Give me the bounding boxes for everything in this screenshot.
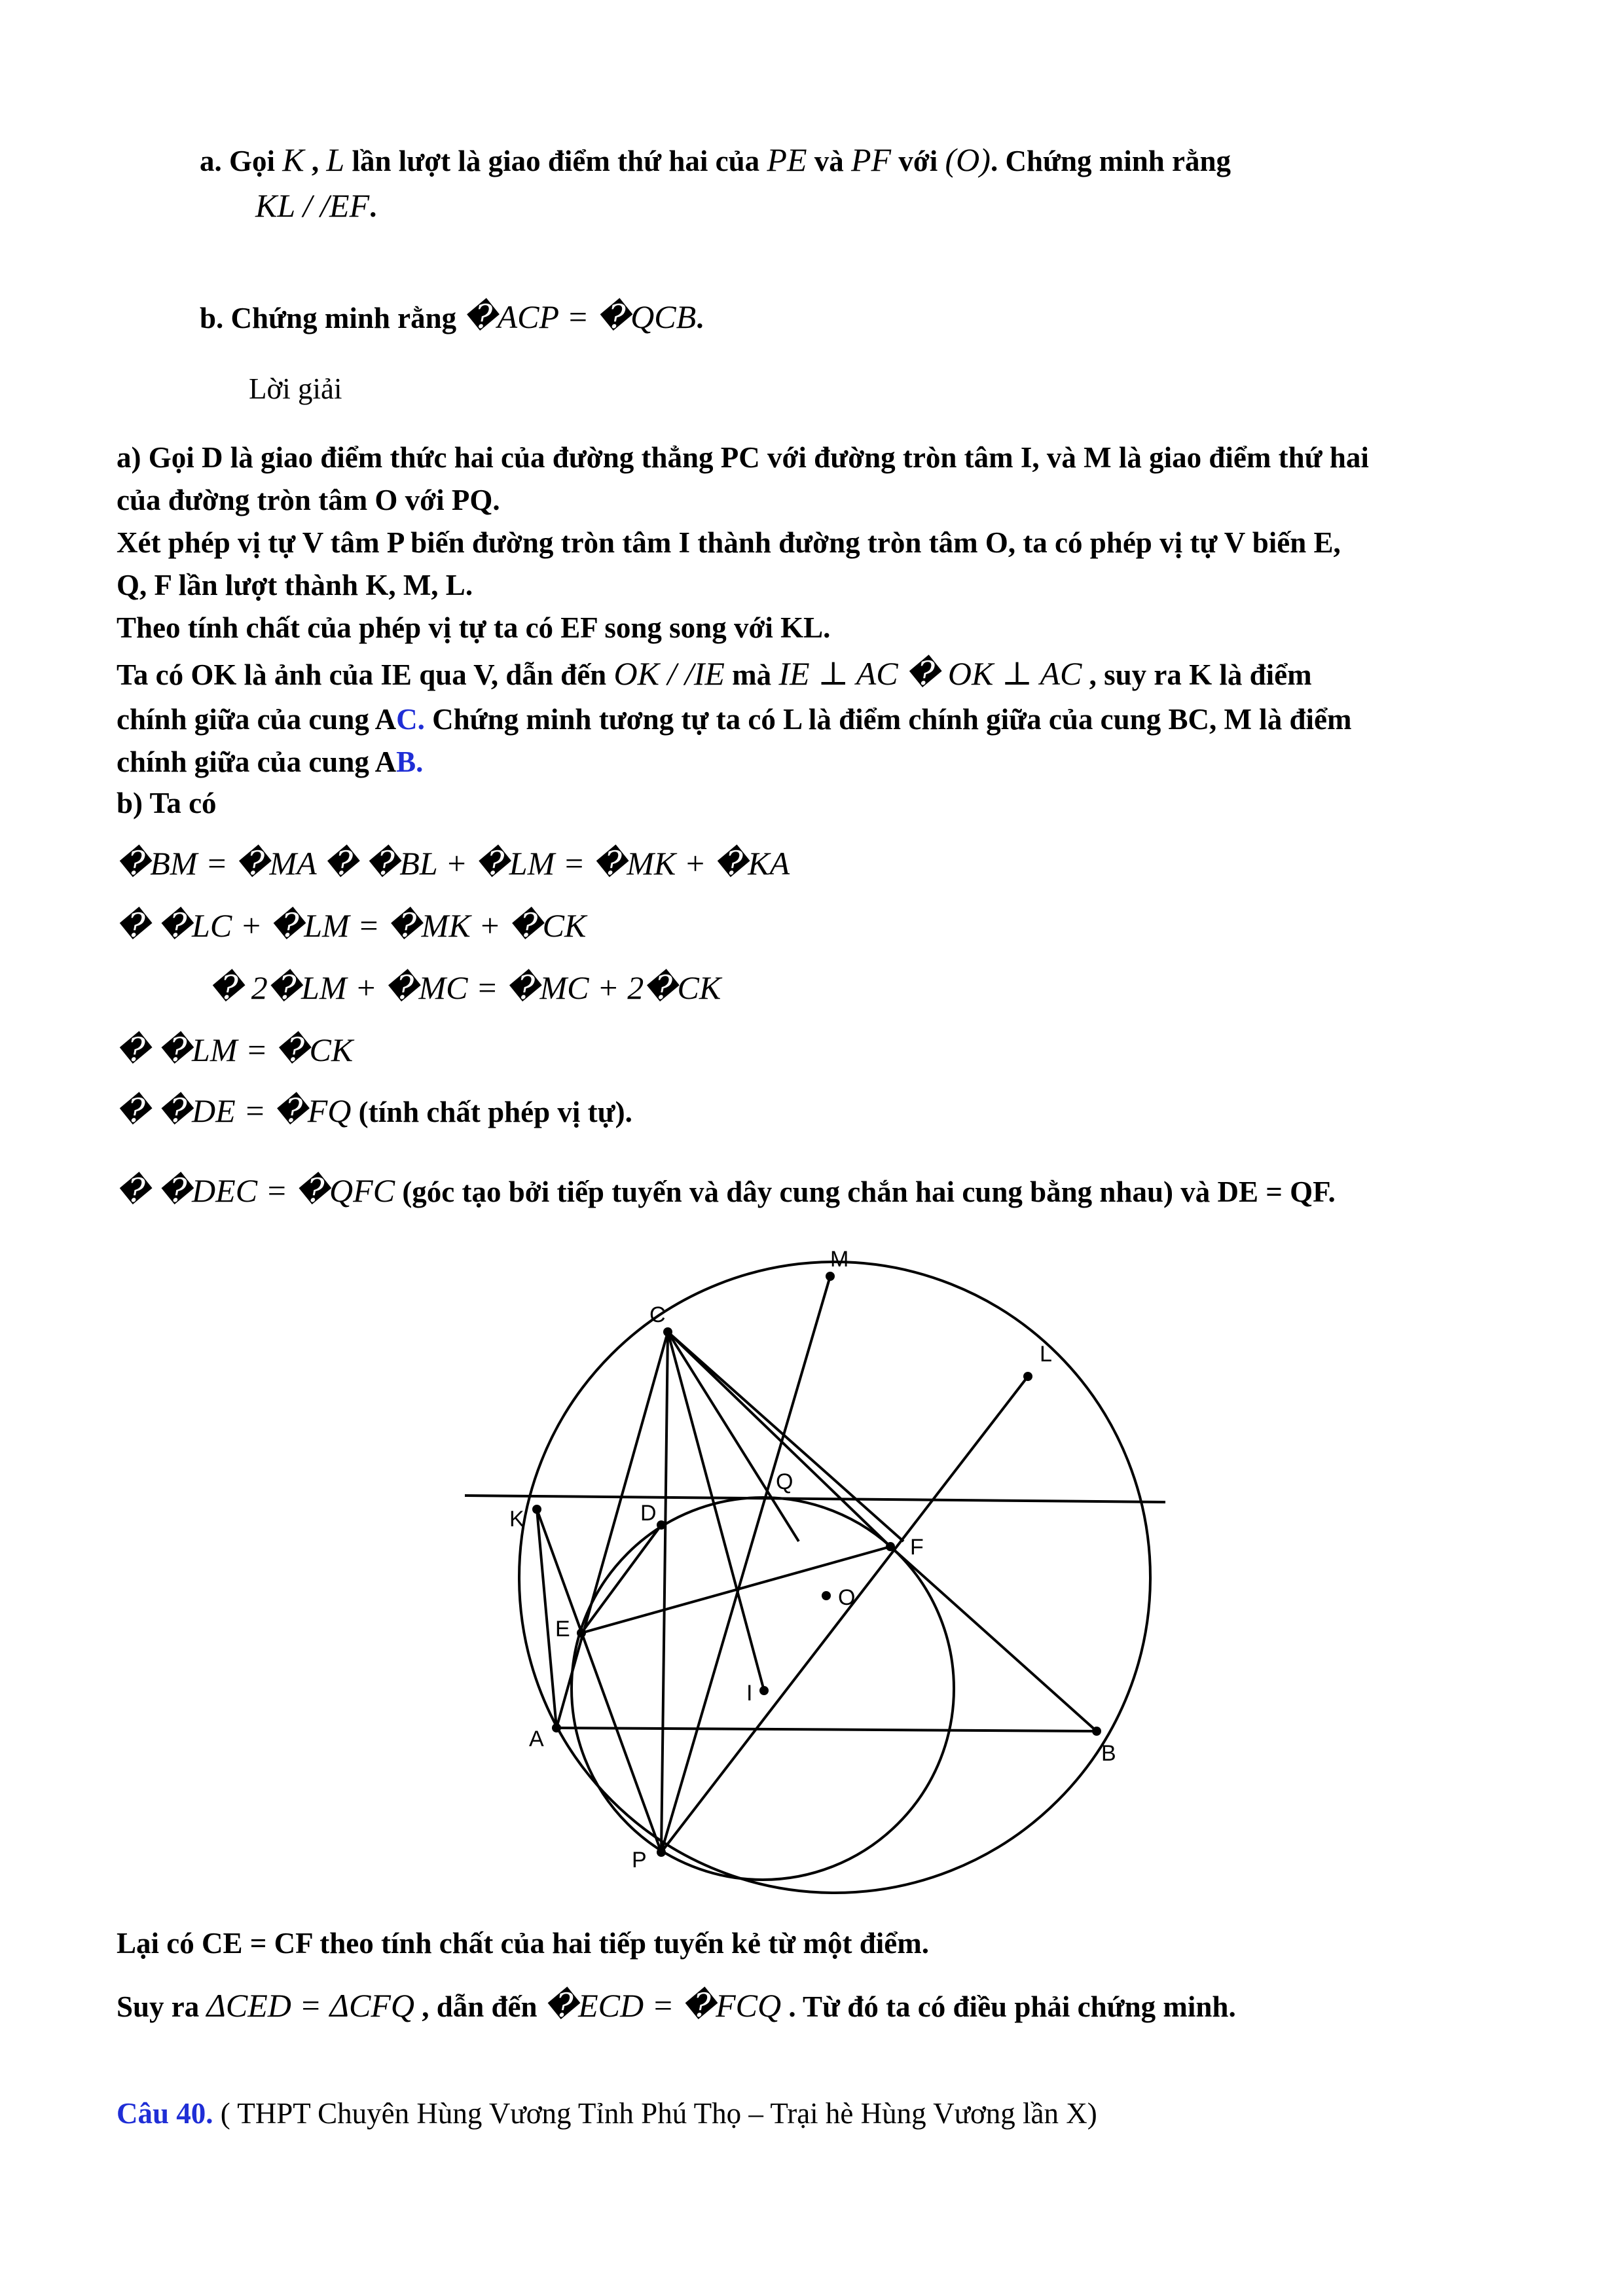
solution-paragraph: Lại có CE = CF theo tính chất của hai tiếp tuyến kẻ từ một điểm. (117, 1927, 929, 1960)
point-label-M: M (830, 1247, 849, 1272)
solution-paragraph: Xét phép vị tự V tâm P biến đường tròn tâm I thành đường tròn tâm O, ta có phép vị tự V biến E, (117, 526, 1341, 559)
math-K: K (282, 141, 304, 178)
math-L: L (326, 141, 345, 178)
problem-part-b: b. Chứng minh rằng �ACP = �QCB. (200, 298, 704, 335)
point-label-P: P (632, 1848, 647, 1873)
point-label-C: C (649, 1302, 666, 1327)
point-label-O: O (838, 1585, 856, 1610)
point-label-K: K (509, 1507, 524, 1532)
solution-paragraph: Theo tính chất của phép vị tự ta có EF song song với KL. (117, 611, 831, 644)
solution-paragraph: Q, F lần lượt thành K, M, L. (117, 569, 473, 601)
math-KL-parallel-EF: KL / /EF (255, 187, 370, 224)
equation-2: � �LC + �LM = �MK + �CK (117, 907, 587, 944)
solution-paragraph: chính giữa của cung AC. Chứng minh tương tự ta có L là điểm chính giữa của cung BC, M là điểm (117, 703, 1352, 736)
equation-4: � �LM = �CK (117, 1031, 354, 1068)
solution-paragraph: Suy ra ΔCED = ΔCFQ , dẫn đến �ECD = �FCQ . Từ đó ta có điều phải chứng minh. (117, 1987, 1236, 2024)
question-source: ( THPT Chuyên Hùng Vương Tỉnh Phú Thọ – Trại hè Hùng Vương lần X) (213, 2097, 1097, 2130)
problem-part-a-line2: KL / /EF. (255, 187, 377, 224)
equation-1: �BM = �MA � �BL + �LM = �MK + �KA (117, 845, 790, 882)
math-angle-ACP-QCB: �ACP = �QCB (464, 298, 697, 335)
point-label-I: I (746, 1681, 753, 1706)
point-label-E: E (555, 1617, 570, 1641)
solution-part-b-heading: b) Ta có (117, 787, 217, 819)
point-label-A: A (529, 1727, 544, 1751)
math-angle-ECD-FCQ: �ECD = �FCQ (544, 1987, 782, 2024)
equation-5: � �DE = �FQ (tính chất phép vị tự). (117, 1092, 632, 1129)
point-label-D: D (640, 1501, 657, 1526)
solution-paragraph: a) Gọi D là giao điểm thức hai của đường thẳng PC với đường tròn tâm I, và M là giao điểm thứ hai (117, 441, 1369, 474)
point-label-L: L (1040, 1342, 1052, 1367)
circle-O (519, 1262, 1150, 1893)
solution-title: Lời giải (249, 372, 342, 405)
solution-paragraph: Ta có OK là ảnh của IE qua V, dẫn đến OK / /IE mà IE ⊥ AC � OK ⊥ AC , suy ra K là điểm (117, 655, 1312, 692)
tangent-line (465, 1496, 1165, 1502)
math-OK-parallel-IE: OK / /IE (613, 655, 725, 692)
equation-6: � �DEC = �QFC (góc tạo bởi tiếp tuyến và dây cung chắn hai cung bằng nhau) và DE = QF. (117, 1172, 1336, 1209)
question-label: Câu 40. (117, 2097, 213, 2130)
point-label-F: F (910, 1535, 924, 1560)
solution-paragraph: của đường tròn tâm O với PQ. (117, 484, 500, 516)
math-perpendicular: IE ⊥ AC � OK ⊥ AC (778, 655, 1082, 692)
point-label-Q: Q (776, 1469, 793, 1494)
math-PE: PE (767, 141, 807, 178)
solution-paragraph: chính giữa của cung AB. (117, 745, 424, 778)
math-O: (O) (945, 141, 991, 178)
math-congruent-triangles: ΔCED = ΔCFQ (206, 1987, 414, 2024)
problem-part-a-line1: a. Gọi K , L lần lượt là giao điểm thứ hai của PE và PF với (O). Chứng minh rằng (200, 141, 1231, 178)
point-label-B: B (1101, 1741, 1116, 1766)
next-question (117, 2094, 1097, 2132)
math-PF: PF (851, 141, 892, 178)
equation-3: � 2�LM + �MC = �MC + 2�CK (210, 969, 721, 1006)
